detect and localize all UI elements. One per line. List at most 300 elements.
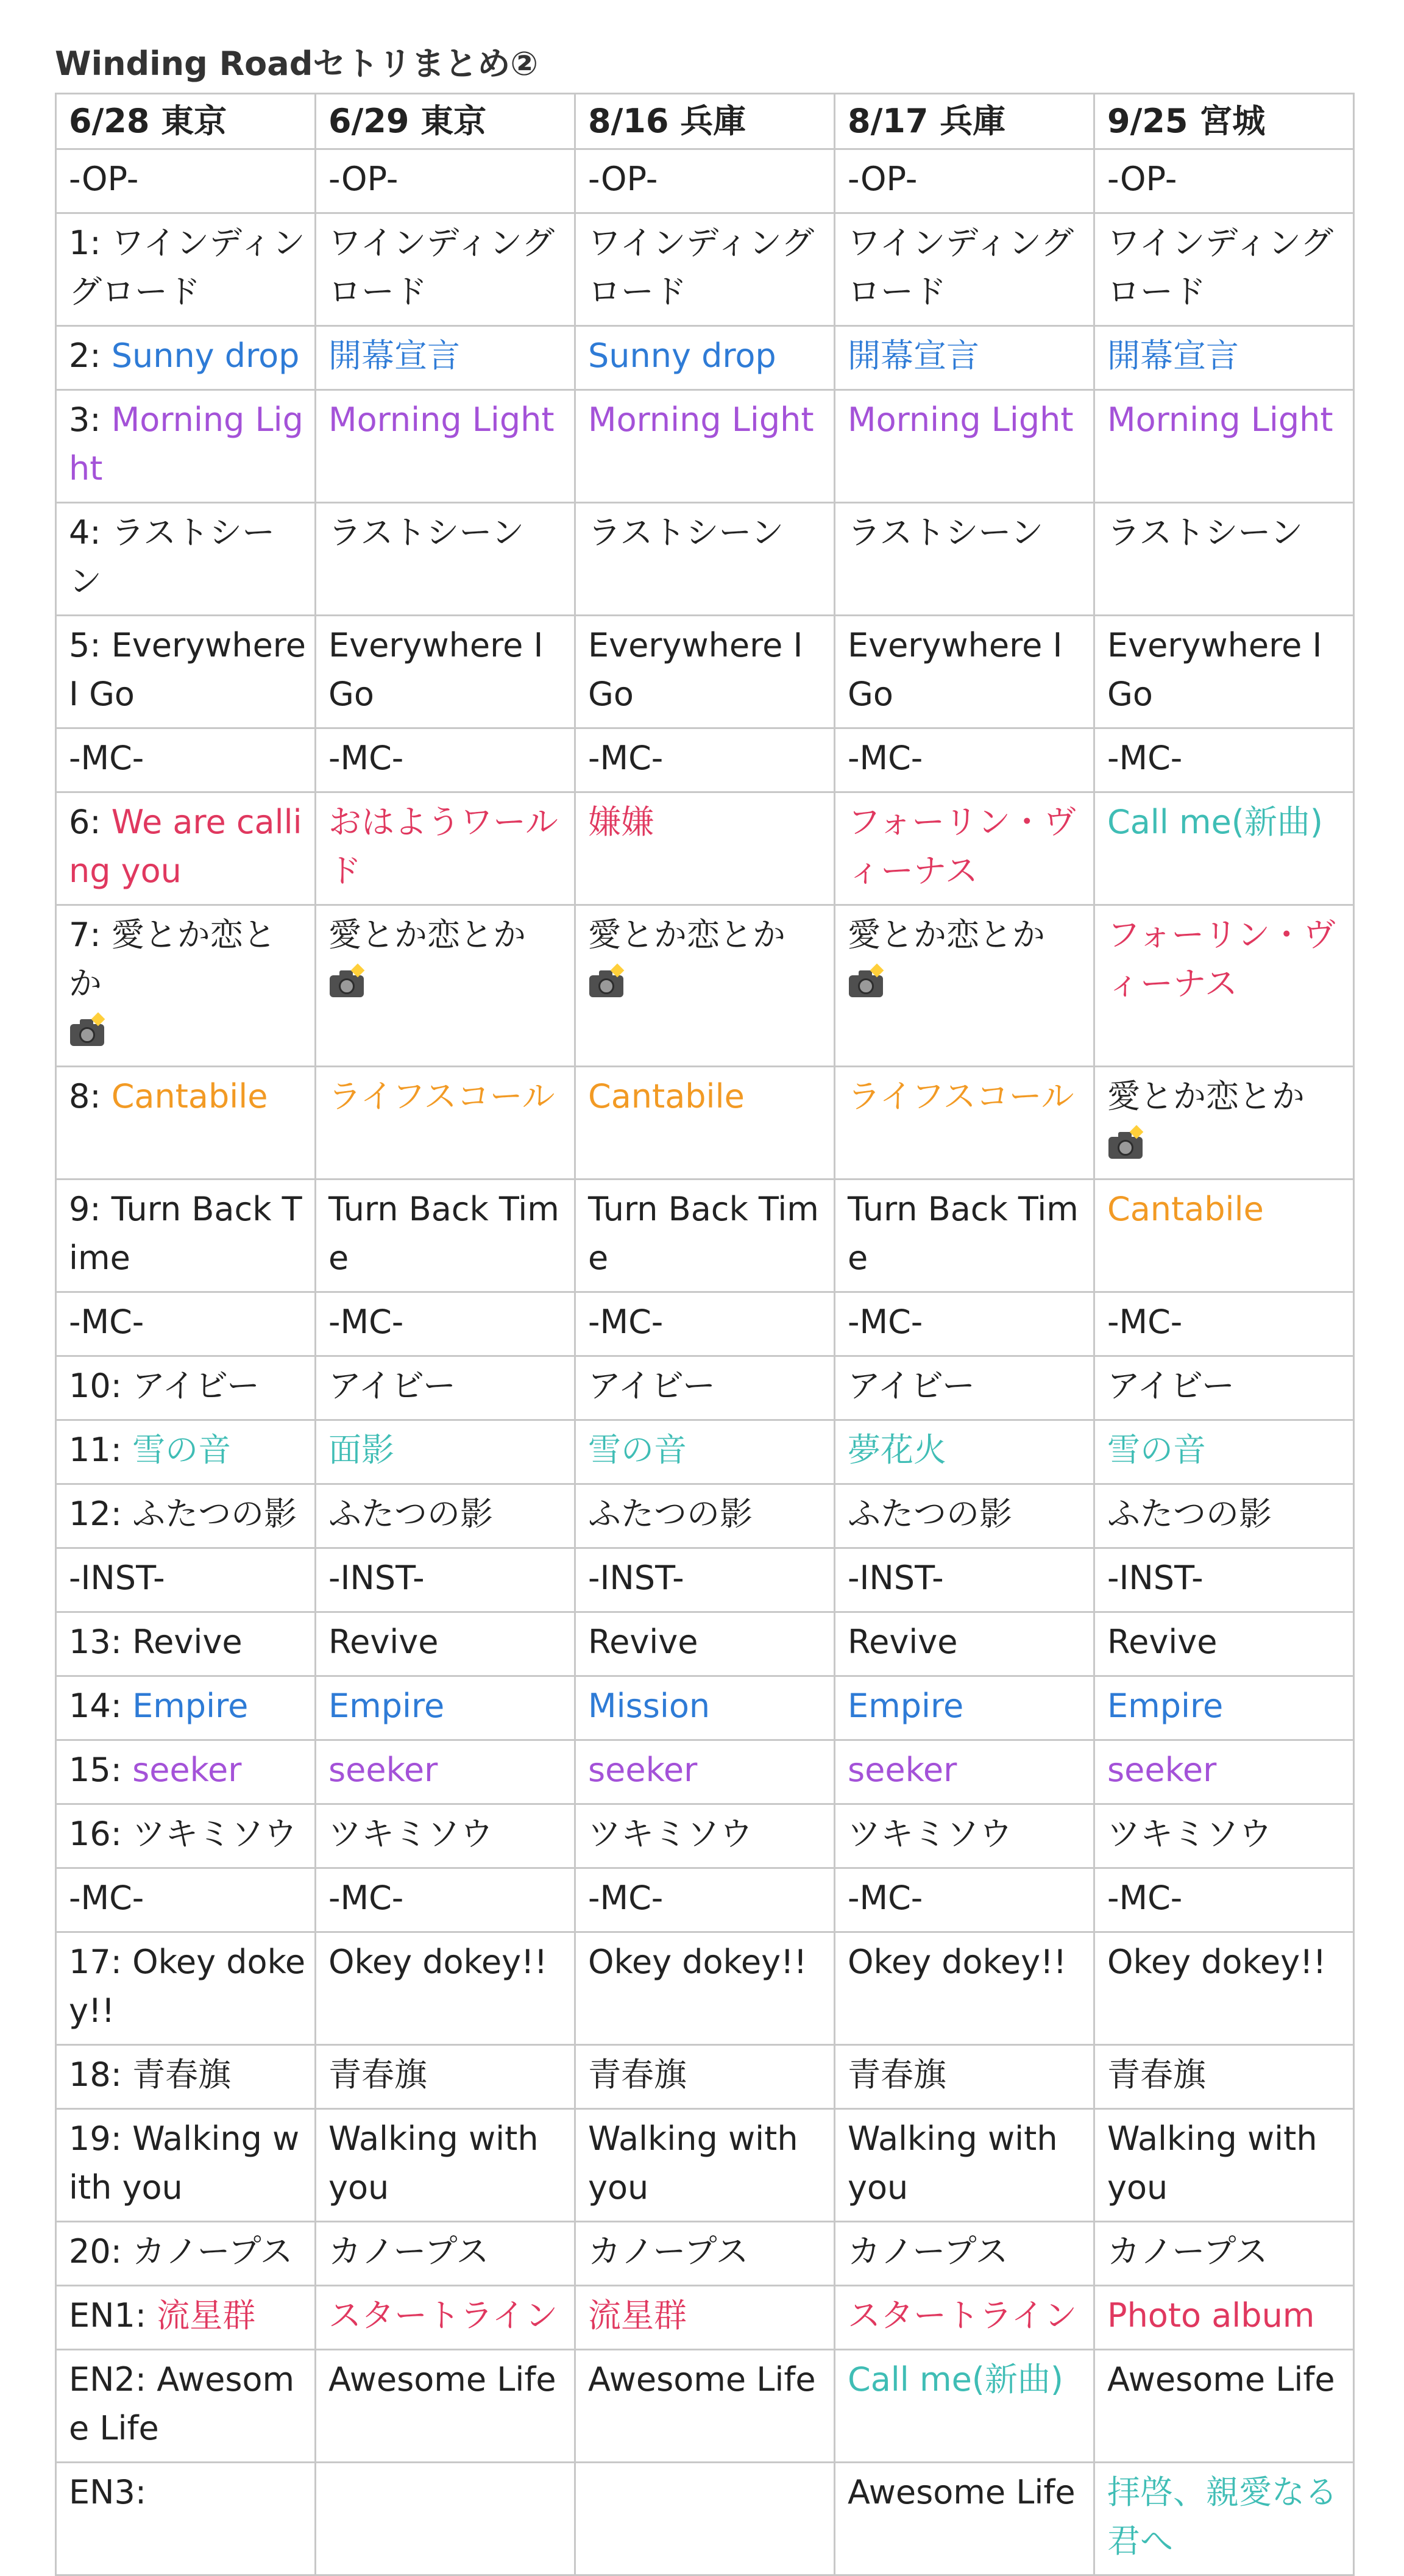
song-title: Walking with you	[328, 2119, 539, 2207]
table-cell	[316, 213, 575, 326]
song-title: Morning Light	[328, 400, 555, 439]
table-cell	[56, 326, 316, 390]
song-title: 青春旗	[588, 2055, 687, 2094]
column-header: 6/28 東京	[56, 94, 316, 149]
song-title: ワインディングロード	[848, 224, 1074, 311]
table-cell	[316, 1932, 575, 2045]
song-number: 16:	[69, 1815, 133, 1853]
song-number: 10:	[69, 1367, 133, 1405]
song-title: -INST-	[69, 1559, 165, 1597]
table-cell	[575, 1292, 835, 1356]
table-cell	[835, 1292, 1094, 1356]
table-cell	[56, 905, 316, 1067]
table-cell	[1094, 1067, 1354, 1179]
table-row	[56, 326, 1354, 390]
song-title: Awesome Life	[848, 2473, 1076, 2511]
table-row	[56, 2109, 1354, 2222]
table-row	[56, 1740, 1354, 1804]
table-cell	[575, 390, 835, 503]
table-cell	[575, 2045, 835, 2109]
table-cell	[835, 905, 1094, 1067]
table-cell	[316, 2350, 575, 2463]
table-row	[56, 1804, 1354, 1868]
song-title: ふたつの影	[588, 1495, 753, 1533]
song-title: Call me(新曲)	[1107, 803, 1323, 841]
song-title: Walking with you	[588, 2119, 798, 2207]
table-cell	[1094, 1420, 1354, 1484]
table-cell	[316, 2463, 575, 2575]
song-title: ラストシーン	[848, 513, 1044, 552]
table-cell	[1094, 2109, 1354, 2222]
table-cell	[835, 2045, 1094, 2109]
table-cell	[316, 2286, 575, 2350]
table-cell	[1094, 792, 1354, 905]
song-title: -INST-	[848, 1559, 944, 1597]
table-row	[56, 1179, 1354, 1292]
song-title: ライフスコール	[848, 1077, 1074, 1115]
song-title: Sunny drop	[588, 336, 776, 375]
song-title: Walking with you	[848, 2119, 1058, 2207]
song-title: Turn Back Time	[328, 1190, 559, 1277]
song-title: 雪の音	[1107, 1431, 1206, 1469]
table-cell	[316, 728, 575, 792]
song-number: 3:	[69, 400, 112, 439]
table-cell	[575, 905, 835, 1067]
table-cell	[316, 326, 575, 390]
table-cell	[575, 503, 835, 616]
song-title: 愛とか恋とか	[848, 916, 1045, 954]
table-cell	[316, 792, 575, 905]
song-title: -MC-	[588, 739, 664, 777]
song-title: カノープス	[328, 2232, 489, 2271]
song-title: Morning Light	[848, 400, 1074, 439]
table-cell	[1094, 2045, 1354, 2109]
table-cell	[1094, 2350, 1354, 2463]
table-cell	[835, 1932, 1094, 2045]
table-cell	[56, 2045, 316, 2109]
table-row	[56, 390, 1354, 503]
table-cell	[835, 503, 1094, 616]
song-number: 17:	[69, 1943, 133, 1981]
table-cell	[56, 213, 316, 326]
table-cell	[316, 905, 575, 1067]
song-title: フォーリン・ヴィーナス	[848, 803, 1077, 890]
table-cell	[835, 2109, 1094, 2222]
song-title: Mission	[588, 1687, 711, 1725]
song-title: 夢花火	[848, 1431, 946, 1469]
song-title: カノープス	[848, 2232, 1009, 2271]
table-cell	[316, 616, 575, 728]
column-header: 9/25 宮城	[1094, 94, 1354, 149]
song-title: Revive	[132, 1623, 243, 1661]
table-cell	[835, 326, 1094, 390]
table-cell	[56, 2222, 316, 2286]
song-title: -MC-	[328, 1303, 404, 1341]
table-cell	[316, 2045, 575, 2109]
song-title: seeker	[848, 1751, 957, 1789]
song-title: seeker	[1107, 1751, 1217, 1789]
table-cell	[316, 1292, 575, 1356]
song-number: 15:	[69, 1751, 133, 1789]
table-cell	[316, 1676, 575, 1740]
song-title: アイビー	[328, 1367, 456, 1405]
table-cell	[56, 2109, 316, 2222]
table-cell	[575, 616, 835, 728]
table-cell	[56, 792, 316, 905]
table-cell	[56, 1179, 316, 1292]
song-title: Morning Light	[588, 400, 814, 439]
song-title: 面影	[328, 1431, 394, 1469]
song-title: Walking with you	[69, 2119, 300, 2207]
song-number: EN1:	[69, 2296, 157, 2335]
song-title: Cantabile	[111, 1077, 268, 1115]
song-title: 流星群	[157, 2296, 256, 2335]
table-cell	[835, 1420, 1094, 1484]
table-cell	[835, 1676, 1094, 1740]
table-cell	[835, 1484, 1094, 1548]
column-header: 8/16 兵庫	[575, 94, 835, 149]
song-title: Revive	[1107, 1623, 1218, 1661]
table-cell	[835, 1548, 1094, 1612]
song-title: seeker	[328, 1751, 438, 1789]
song-title: Everywhere I Go	[328, 626, 544, 713]
song-title: -OP-	[588, 160, 658, 198]
song-title: ラストシーン	[1107, 513, 1303, 552]
song-number: 9:	[69, 1190, 112, 1228]
table-cell	[56, 2463, 316, 2575]
song-title: 雪の音	[132, 1431, 232, 1469]
table-cell	[56, 503, 316, 616]
camera-flash-icon	[588, 967, 625, 998]
table-cell	[1094, 503, 1354, 616]
song-title: フォーリン・ヴィーナス	[1107, 916, 1336, 1003]
table-cell	[575, 1179, 835, 1292]
table-cell	[575, 1612, 835, 1676]
song-title: ふたつの影	[132, 1495, 297, 1533]
song-title: Awesome Life	[1107, 2360, 1335, 2399]
table-cell	[56, 616, 316, 728]
song-title: Empire	[848, 1687, 964, 1725]
table-cell	[835, 728, 1094, 792]
table-cell	[575, 2109, 835, 2222]
table-cell	[56, 1932, 316, 2045]
table-cell	[56, 1868, 316, 1932]
song-title: -MC-	[588, 1879, 664, 1917]
table-cell	[835, 2222, 1094, 2286]
table-cell	[575, 326, 835, 390]
song-title: ツキミソウ	[588, 1815, 753, 1853]
song-title: 拝啓、親愛なる君へ	[1107, 2473, 1338, 2560]
song-title: Revive	[588, 1623, 698, 1661]
table-cell	[316, 1484, 575, 1548]
camera-flash-icon	[69, 1016, 105, 1047]
table-cell	[316, 1804, 575, 1868]
table-cell	[835, 213, 1094, 326]
song-title: Empire	[1107, 1687, 1224, 1725]
table-row	[56, 1676, 1354, 1740]
table-cell	[316, 1740, 575, 1804]
song-title: ツキミソウ	[328, 1815, 493, 1853]
table-row	[56, 1868, 1354, 1932]
song-title: 開幕宣言	[1107, 336, 1239, 375]
song-title: ワインディングロード	[328, 224, 555, 311]
table-cell	[316, 149, 575, 213]
column-header: 6/29 東京	[316, 94, 575, 149]
setlist-table	[55, 93, 1355, 2576]
song-title: -MC-	[69, 739, 144, 777]
table-row	[56, 503, 1354, 616]
song-title: Empire	[328, 1687, 445, 1725]
table-cell	[316, 2109, 575, 2222]
table-cell	[835, 2286, 1094, 2350]
table-cell	[1094, 2286, 1354, 2350]
table-cell	[1094, 1292, 1354, 1356]
table-row	[56, 1067, 1354, 1179]
song-title: 雪の音	[588, 1431, 687, 1469]
song-title: 青春旗	[132, 2055, 232, 2094]
song-title: -OP-	[1107, 160, 1177, 198]
song-title: 開幕宣言	[328, 336, 460, 375]
song-title: Awesome Life	[588, 2360, 816, 2399]
song-title: -MC-	[848, 1879, 923, 1917]
table-cell	[1094, 1484, 1354, 1548]
table-cell	[56, 1420, 316, 1484]
song-title: おはようワールド	[328, 803, 558, 890]
song-title: Cantabile	[588, 1077, 745, 1115]
table-cell	[1094, 616, 1354, 728]
table-cell	[575, 1740, 835, 1804]
song-number: 6:	[69, 803, 112, 841]
song-title: -MC-	[848, 1303, 923, 1341]
table-cell	[1094, 1356, 1354, 1420]
table-cell	[1094, 326, 1354, 390]
table-row	[56, 213, 1354, 326]
table-body	[56, 149, 1354, 2575]
table-row	[56, 616, 1354, 728]
song-title: Turn Back Time	[69, 1190, 302, 1277]
table-cell	[56, 1676, 316, 1740]
song-title: ラストシーン	[328, 513, 525, 552]
song-title: Okey dokey!!	[328, 1943, 548, 1981]
song-title: スタートライン	[848, 2296, 1077, 2335]
table-row	[56, 2463, 1354, 2575]
song-title: アイビー	[132, 1367, 260, 1405]
table-cell	[575, 1067, 835, 1179]
song-title: 嫌嫌	[588, 803, 654, 841]
song-title: ツキミソウ	[1107, 1815, 1272, 1853]
table-row	[56, 1612, 1354, 1676]
table-cell	[316, 2222, 575, 2286]
song-title: 愛とか恋とか	[328, 916, 526, 954]
table-cell	[316, 1067, 575, 1179]
song-title: -INST-	[1107, 1559, 1204, 1597]
table-cell	[575, 1804, 835, 1868]
table-cell	[316, 1356, 575, 1420]
song-title: -MC-	[848, 739, 923, 777]
song-title: Everywhere I Go	[848, 626, 1063, 713]
song-title: Call me(新曲)	[848, 2360, 1063, 2399]
song-number: 5:	[69, 626, 112, 664]
song-title: ふたつの影	[1107, 1495, 1272, 1533]
table-cell	[1094, 728, 1354, 792]
song-title: アイビー	[1107, 1367, 1235, 1405]
table-cell	[835, 149, 1094, 213]
song-title: ツキミソウ	[132, 1815, 297, 1853]
table-cell	[1094, 1804, 1354, 1868]
song-title: 流星群	[588, 2296, 687, 2335]
song-title: Morning Light	[1107, 400, 1333, 439]
song-title: -MC-	[588, 1303, 664, 1341]
table-row	[56, 1548, 1354, 1612]
song-title: -MC-	[328, 1879, 404, 1917]
song-title: 愛とか恋とか	[588, 916, 785, 954]
song-title: -MC-	[1107, 1879, 1183, 1917]
song-title: カノープス	[1107, 2232, 1268, 2271]
table-cell	[1094, 1868, 1354, 1932]
song-title: -MC-	[1107, 1303, 1183, 1341]
song-title: ラストシーン	[69, 513, 275, 600]
table-cell	[575, 1548, 835, 1612]
song-title: seeker	[132, 1751, 242, 1789]
song-number: 14:	[69, 1687, 133, 1725]
song-title: Okey dokey!!	[69, 1943, 306, 2030]
table-cell	[56, 2350, 316, 2463]
table-cell	[835, 792, 1094, 905]
table-cell	[835, 1804, 1094, 1868]
table-cell	[835, 1356, 1094, 1420]
song-title: Okey dokey!!	[588, 1943, 807, 1981]
song-title: -OP-	[328, 160, 399, 198]
table-row	[56, 1932, 1354, 2045]
song-title: カノープス	[588, 2232, 749, 2271]
table-row	[56, 1484, 1354, 1548]
song-title: 開幕宣言	[848, 336, 979, 375]
table-cell	[316, 503, 575, 616]
table-cell	[1094, 2222, 1354, 2286]
table-row	[56, 2286, 1354, 2350]
song-title: Everywhere I Go	[588, 626, 803, 713]
table-cell	[575, 149, 835, 213]
song-title: -OP-	[848, 160, 918, 198]
song-title: Turn Back Time	[588, 1190, 819, 1277]
table-cell	[56, 1292, 316, 1356]
table-cell	[835, 1612, 1094, 1676]
table-row	[56, 1292, 1354, 1356]
table-cell	[575, 1932, 835, 2045]
song-number: 1:	[69, 224, 112, 262]
song-number: 11:	[69, 1431, 133, 1469]
table-row	[56, 2045, 1354, 2109]
column-header: 8/17 兵庫	[835, 94, 1094, 149]
song-title: -INST-	[588, 1559, 684, 1597]
song-title: Cantabile	[1107, 1190, 1264, 1228]
table-cell	[56, 728, 316, 792]
song-title: Okey dokey!!	[848, 1943, 1067, 1981]
table-cell	[56, 1548, 316, 1612]
table-cell	[1094, 1548, 1354, 1612]
song-title: Awesome Life	[328, 2360, 556, 2399]
table-cell	[575, 2350, 835, 2463]
song-number: EN2:	[69, 2360, 157, 2399]
song-title: Walking with you	[1107, 2119, 1317, 2207]
table-cell	[1094, 1932, 1354, 2045]
song-title: アイビー	[588, 1367, 715, 1405]
table-cell	[316, 1548, 575, 1612]
table-cell	[575, 1868, 835, 1932]
song-number: 4:	[69, 513, 112, 552]
table-row	[56, 905, 1354, 1067]
song-title: カノープス	[132, 2232, 293, 2271]
table-cell	[575, 1356, 835, 1420]
table-cell	[835, 1179, 1094, 1292]
song-number: 8:	[69, 1077, 112, 1115]
song-number: 18:	[69, 2055, 133, 2094]
table-cell	[575, 1420, 835, 1484]
song-title: Sunny drop	[111, 336, 300, 375]
song-title: ライフスコール	[328, 1077, 555, 1115]
song-title: Photo album	[1107, 2296, 1315, 2335]
table-cell	[575, 2286, 835, 2350]
song-title: ワインディングロード	[1107, 224, 1333, 311]
song-title: Empire	[132, 1687, 249, 1725]
table-cell	[316, 1179, 575, 1292]
table-cell	[56, 149, 316, 213]
song-number: 7:	[69, 916, 112, 954]
song-title: Turn Back Time	[848, 1190, 1079, 1277]
camera-flash-icon	[328, 967, 365, 998]
song-title: -MC-	[1107, 739, 1183, 777]
table-cell	[56, 1740, 316, 1804]
song-title: 青春旗	[1107, 2055, 1206, 2094]
song-title: Revive	[328, 1623, 439, 1661]
header-row	[56, 94, 1354, 149]
table-cell	[56, 1484, 316, 1548]
song-title: -MC-	[328, 739, 404, 777]
song-title: seeker	[588, 1751, 698, 1789]
table-cell	[575, 1484, 835, 1548]
song-title: ふたつの影	[848, 1495, 1012, 1533]
song-title: ラストシーン	[588, 513, 784, 552]
song-title: 愛とか恋とか	[69, 916, 276, 1003]
table-cell	[835, 2350, 1094, 2463]
song-title: We are calling you	[69, 803, 302, 890]
table-row	[56, 2222, 1354, 2286]
song-title: 青春旗	[328, 2055, 427, 2094]
song-title: ふたつの影	[328, 1495, 493, 1533]
song-title: -MC-	[69, 1879, 144, 1917]
table-cell	[1094, 149, 1354, 213]
table-row	[56, 1420, 1354, 1484]
table-cell	[835, 1740, 1094, 1804]
song-title: Okey dokey!!	[1107, 1943, 1327, 1981]
table-row	[56, 2350, 1354, 2463]
table-cell	[56, 390, 316, 503]
song-title: アイビー	[848, 1367, 975, 1405]
table-cell	[835, 1067, 1094, 1179]
table-cell	[1094, 905, 1354, 1067]
song-title: Awesome Life	[69, 2360, 295, 2447]
song-title: Everywhere I Go	[1107, 626, 1322, 713]
song-number: 12:	[69, 1495, 133, 1533]
table-cell	[1094, 1740, 1354, 1804]
table-cell	[575, 728, 835, 792]
song-title: -OP-	[69, 160, 139, 198]
table-row	[56, 728, 1354, 792]
table-row	[56, 792, 1354, 905]
table-cell	[835, 1868, 1094, 1932]
song-title: Everywhere I Go	[69, 626, 307, 713]
table-cell	[575, 2463, 835, 2575]
